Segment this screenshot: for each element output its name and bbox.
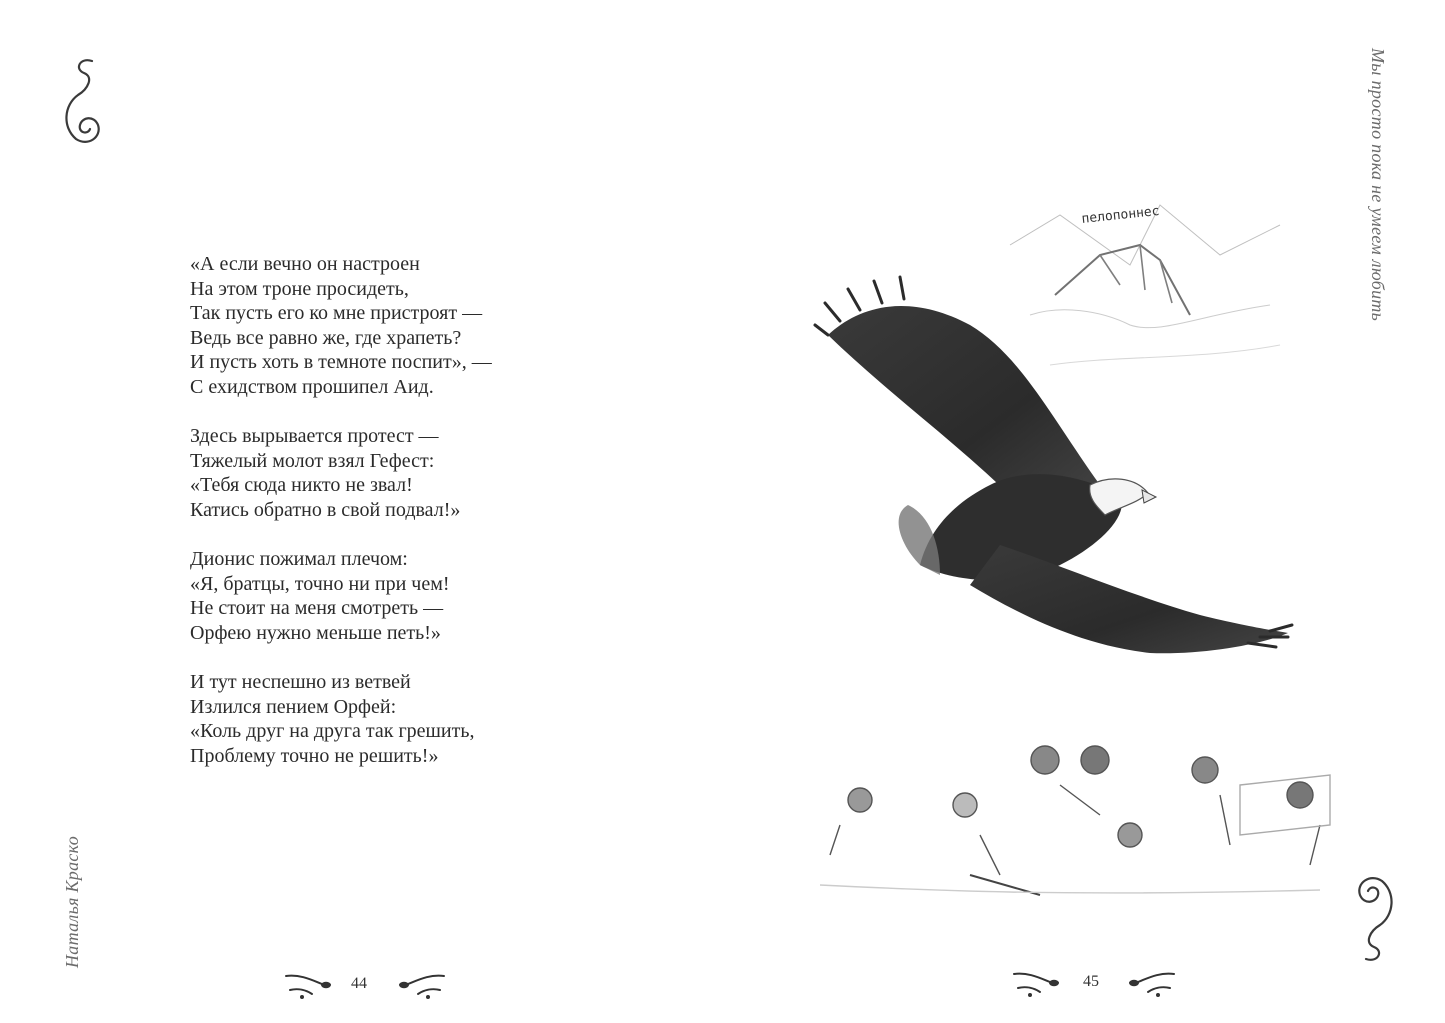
poem-text: [190, 252, 492, 793]
poem-line: Ведь все равно же, где храпеть?: [190, 326, 462, 349]
poem-line: Здесь вырывается протест —: [190, 425, 439, 448]
flourish-ornament-icon: [58, 55, 106, 150]
poem-line: «Тебя сюда никто не звал!: [190, 474, 413, 497]
stanza-2: [190, 424, 492, 522]
poem-line: И тут неспешно из ветвей: [190, 671, 411, 694]
poem-line: Орфею нужно меньше петь!»: [190, 621, 441, 644]
flourish-ornament-icon: [1352, 875, 1400, 965]
author-side-header: Наталья Краско: [62, 835, 82, 968]
poem-line: «Коль друг на друга так грешить,: [190, 720, 475, 743]
poem-line: Тяжелый молот взял Гефест:: [190, 449, 435, 472]
poem-line: С ехидством прошипел Аид.: [190, 375, 434, 398]
folio-ornament-right-icon: [396, 970, 448, 1005]
folio-ornament-right-icon: [1126, 968, 1178, 1003]
poem-line: Проблему точно не решить!»: [190, 744, 439, 767]
folio-ornament-left-icon: [282, 970, 334, 1005]
stanza-3: [190, 547, 492, 645]
poem-line: Дионис пожимал плечом:: [190, 548, 408, 571]
stanza-1: [190, 252, 492, 400]
folio-ornament-left-icon: [1010, 968, 1062, 1003]
poem-line: «Я, братцы, точно ни при чем!: [190, 572, 450, 595]
stanza-4: [190, 670, 492, 768]
page-number: 44: [351, 975, 367, 992]
left-page: [0, 0, 722, 1023]
poem-line: Так пусть его ко мне пристроят —: [190, 302, 483, 325]
page-number: 45: [1083, 973, 1099, 990]
poem-line: И пусть хоть в темноте поспит», —: [190, 351, 492, 374]
book-title-side-header: Мы просто пока не умеем любить: [1368, 48, 1388, 322]
poem-line: Излился пением Орфей:: [190, 695, 397, 718]
poem-line: «А если вечно он настроен: [190, 253, 420, 275]
battle-scene-sketch: [820, 746, 1330, 895]
eagle-illustration: [800, 185, 1360, 905]
poem-line: Не стоит на меня смотреть —: [190, 597, 444, 620]
eagle-figure: [815, 277, 1292, 653]
mountain-label: пелопоннес: [1080, 203, 1161, 227]
mountain-sketch: [1010, 205, 1280, 365]
poem-line: На этом троне просидеть,: [190, 277, 409, 300]
poem-line: Катись обратно в свой подвал!»: [190, 498, 461, 521]
